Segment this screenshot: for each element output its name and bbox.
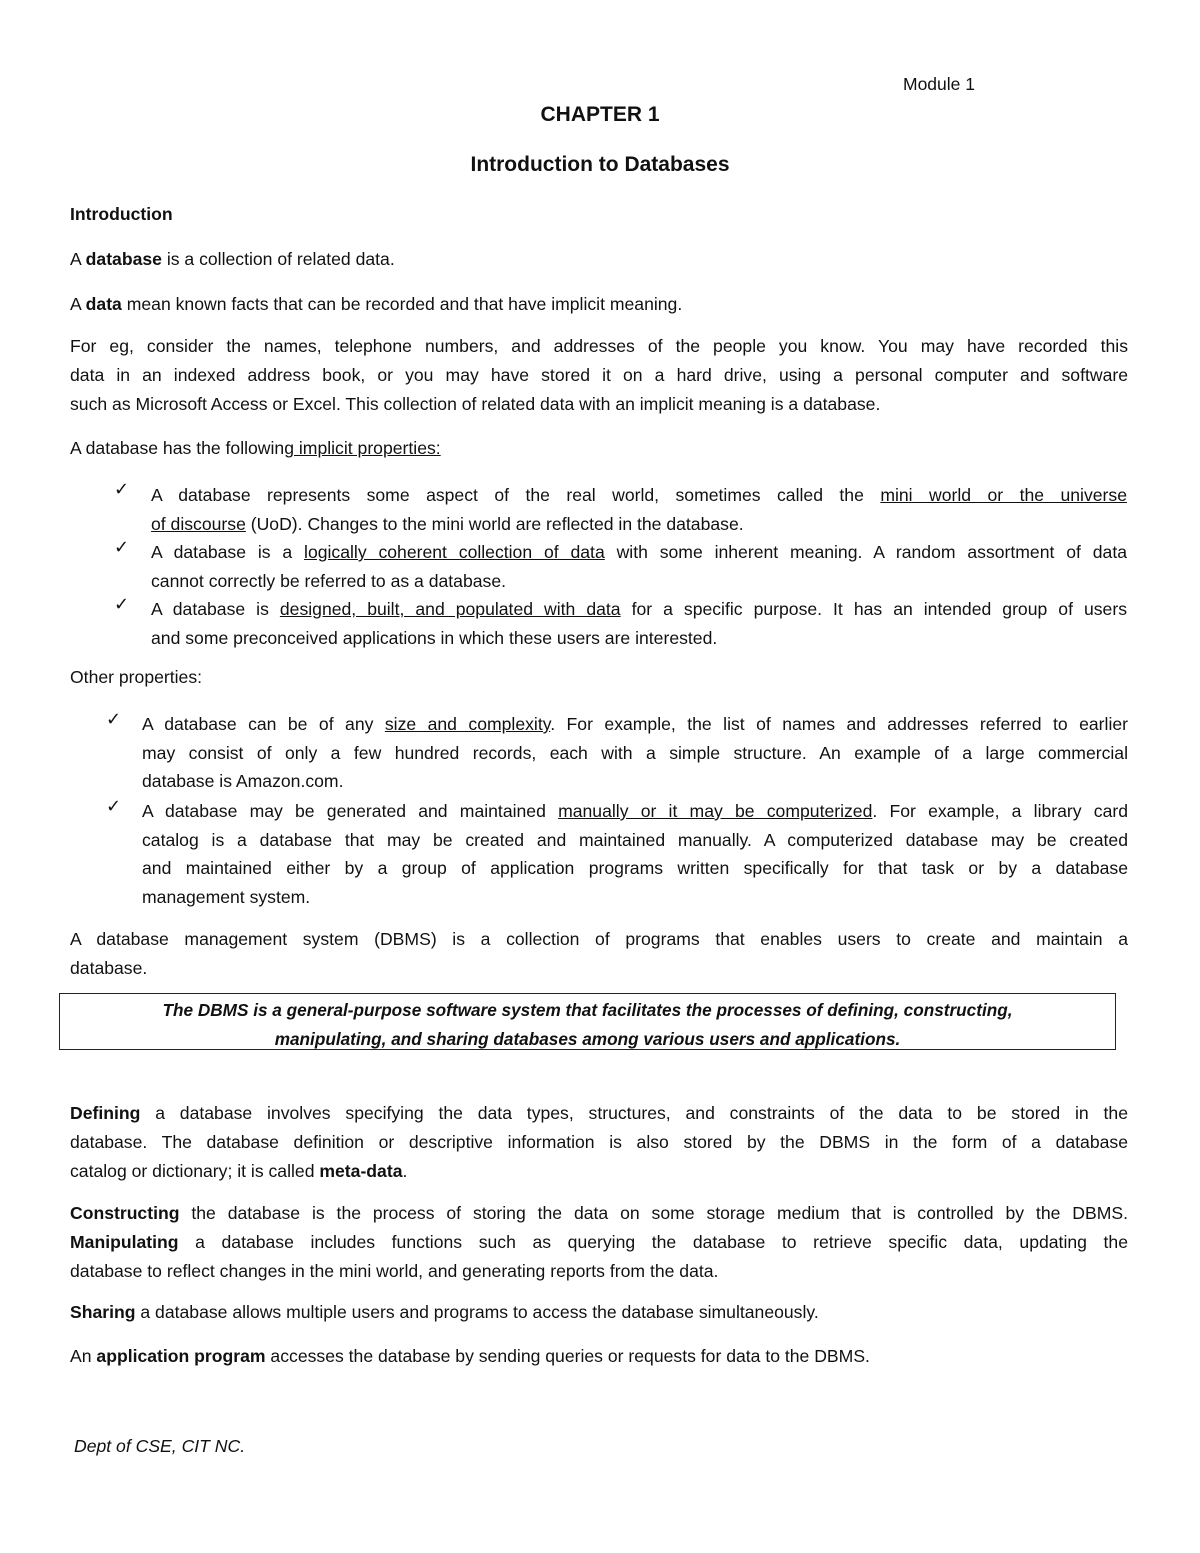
callout-line: The DBMS is a general-purpose software system that facilitates the processes of defining, constructing,: [162, 1000, 1013, 1020]
term: Defining: [70, 1103, 141, 1123]
term: Sharing: [70, 1302, 136, 1322]
text: . For example, the list of names and addresses referred to earlier: [550, 714, 1129, 734]
term: data: [85, 294, 122, 314]
text: is a collection of related data.: [161, 249, 395, 269]
text: with some inherent meaning. A random assortment of data: [604, 542, 1127, 562]
text: A database can be of any: [142, 714, 385, 734]
text: mean known facts that can be recorded and that have implicit meaning.: [121, 294, 683, 314]
example-paragraph: [70, 336, 1128, 423]
underlined-text: mini world or the universe: [880, 485, 1127, 505]
paragraph-line: [70, 1157, 1128, 1186]
checkmark-icon: ✓: [114, 479, 130, 499]
text: a database allows multiple users and programs to access the database simultaneously.: [135, 1302, 819, 1322]
dbms-definition: [70, 925, 1128, 983]
checkmark-icon: ✓: [114, 594, 130, 614]
implicit-intro: [70, 438, 441, 459]
defining-paragraph: [70, 1099, 1128, 1186]
underlined-text: logically coherent collection of data: [304, 542, 605, 562]
text: a database involves specifying the data types, structures, and constraints of the data to be stored in the: [140, 1103, 1128, 1123]
sharing-paragraph: [70, 1302, 819, 1323]
paragraph-line: such as Microsoft Access or Excel. This collection of related data with an implicit meaning is a database.: [70, 394, 881, 414]
text: accesses the database by sending queries or requests for data to the DBMS.: [265, 1346, 870, 1366]
text: catalog or dictionary; it is called: [70, 1161, 320, 1181]
checkmark-icon: ✓: [114, 537, 130, 557]
term: database: [85, 249, 162, 269]
text: a database includes functions such as querying the database to retrieve specific data, updating the: [178, 1232, 1128, 1252]
list-line: database is Amazon.com.: [142, 771, 344, 791]
text: .: [402, 1161, 408, 1181]
page-title: Introduction to Databases: [470, 153, 730, 176]
text: An: [70, 1346, 97, 1366]
underlined-text: designed, built, and populated with data: [279, 599, 621, 619]
list-line: may consist of only a few hundred records, each with a simple structure. An example of a large commercial: [142, 742, 1128, 763]
text: for a specific purpose. It has an intended group of users: [620, 599, 1127, 619]
underlined-text: of discourse: [151, 513, 246, 534]
other-heading: Other properties:: [70, 667, 203, 687]
term: Constructing: [70, 1203, 180, 1223]
section-heading: Introduction: [70, 204, 173, 224]
list-line: [151, 510, 1127, 539]
paragraph-line: database. The database definition or descriptive information is also stored by the DBMS in the form of a database: [70, 1132, 1128, 1152]
list-line: and some preconceived applications in which these users are interested.: [151, 627, 718, 648]
list-line: [151, 481, 1127, 510]
underlined-text: manually or it may be computerized: [558, 801, 873, 821]
paragraph-line: database.: [70, 958, 148, 978]
underlined-text: implicit properties:: [294, 438, 441, 458]
text: A: [70, 249, 86, 269]
checkmark-icon: ✓: [106, 709, 122, 729]
text: A database is a: [151, 542, 305, 562]
text: A database represents some aspect of the real world, sometimes called the: [151, 485, 881, 505]
text: (UoD). Changes to the mini world are reflected in the database.: [245, 513, 744, 534]
paragraph-line: A database management system (DBMS) is a collection of programs that enables users to create and maintain a: [70, 929, 1128, 949]
text: the database is the process of storing the data on some storage medium that is controlled by the DBMS.: [179, 1203, 1128, 1223]
paragraph-line: data in an indexed address book, or you may have stored it on a hard drive, using a personal computer and software: [70, 365, 1128, 385]
footer: Dept of CSE, CIT NC.: [74, 1436, 246, 1456]
application-paragraph: [70, 1346, 870, 1367]
list-line: [151, 595, 1127, 624]
list-line: [142, 797, 1128, 826]
text: A database may be generated and maintained: [142, 801, 559, 821]
list-line: and maintained either by a group of application programs written specifically for that task or by a database: [142, 858, 1128, 878]
list-line: [142, 710, 1128, 739]
paragraph-line: [70, 1199, 1128, 1228]
term: meta-data: [319, 1161, 403, 1181]
text: A: [70, 294, 86, 314]
module-label: Module 1: [903, 74, 975, 94]
data-definition: [70, 294, 682, 315]
list-line: cannot correctly be referred to as a database.: [151, 570, 507, 591]
text: . For example, a library card: [872, 801, 1128, 821]
paragraph-line: [70, 1228, 1128, 1257]
term: Manipulating: [70, 1232, 179, 1252]
text: A database is: [151, 599, 280, 619]
chapter-heading: CHAPTER 1: [540, 103, 660, 126]
database-definition: [70, 249, 395, 270]
underlined-text: size and complexity: [384, 714, 551, 734]
list-line: catalog is a database that may be created and maintained manually. A computerized database may be created: [142, 829, 1128, 850]
list-line: [151, 538, 1127, 567]
constructing-paragraph: [70, 1199, 1128, 1286]
term: application program: [96, 1346, 266, 1366]
list-line: management system.: [142, 886, 311, 907]
callout-line: manipulating, and sharing databases among various users and applications.: [274, 1028, 901, 1049]
checkmark-icon: ✓: [106, 796, 122, 816]
text: A database has the following: [70, 438, 294, 458]
callout-box: [59, 993, 1116, 1050]
paragraph-line: database to reflect changes in the mini world, and generating reports from the data.: [70, 1261, 719, 1281]
paragraph-line: [70, 1099, 1128, 1128]
paragraph-line: For eg, consider the names, telephone numbers, and addresses of the people you know. You may have recorded this: [70, 336, 1128, 356]
